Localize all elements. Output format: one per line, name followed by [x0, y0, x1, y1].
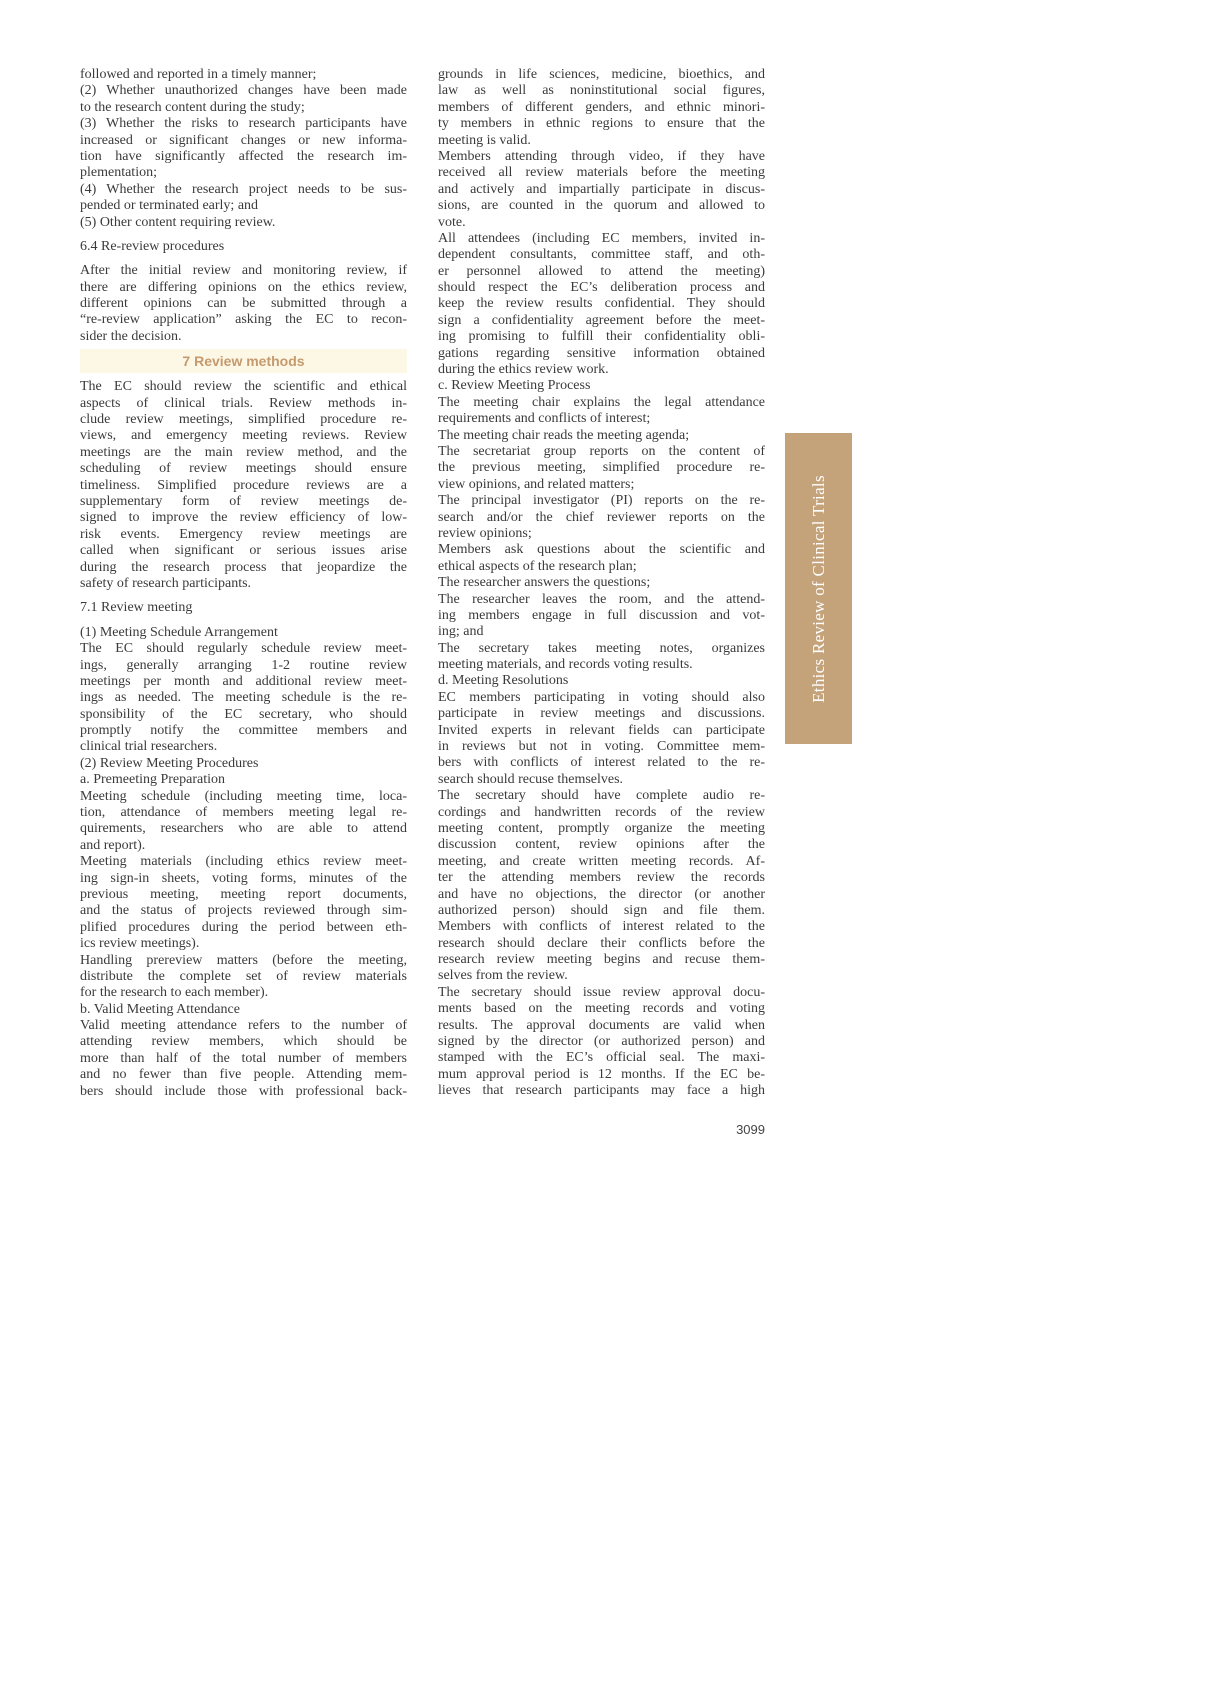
text-line: ethical aspects of the research plan;	[438, 558, 637, 574]
text-line: and no fewer than five people. Attending mem-	[80, 1067, 407, 1083]
text-line: ing promising to fulfill their confidentiality obli-	[438, 329, 765, 345]
text-line: b. Valid Meeting Attendance	[80, 1001, 240, 1017]
text-line: clinical trial researchers.	[80, 739, 218, 755]
text-line: plementation;	[80, 165, 157, 181]
text-line: The meeting chair reads the meeting agenda;	[438, 427, 690, 443]
text-line: there are differing opinions on the ethics review,	[80, 279, 407, 295]
text-line: Handling prereview matters (before the meeting,	[80, 952, 407, 968]
paragraph	[80, 1018, 407, 1100]
text-line: The secretariat group reports on the content of	[438, 443, 765, 459]
text-line: previous meeting, meeting report documents,	[80, 886, 407, 902]
text-line: risk events. Emergency review meetings are	[80, 526, 407, 542]
subsection-heading: 7.1 Review meeting	[80, 600, 193, 616]
text-line: aspects of clinical trials. Review methods in-	[80, 395, 407, 411]
text-line: during the ethics review work.	[438, 362, 609, 378]
text-line: The EC should regularly schedule review meet-	[80, 641, 407, 657]
text-line: All attendees (including EC members, invited in-	[438, 230, 765, 246]
text-line: increased or significant changes or new informa-	[80, 132, 407, 148]
text-line: and report).	[80, 837, 146, 853]
paragraph	[80, 379, 407, 592]
text-line: search and/or the chief reviewer reports on the	[438, 509, 765, 525]
text-line: Invited experts in relevant fields can participate	[438, 722, 765, 738]
paragraph	[438, 493, 765, 542]
text-line: Meeting schedule (including meeting time, loca-	[80, 788, 407, 804]
text-line: called when significant or serious issues arise	[80, 543, 407, 559]
text-line: mum approval period is 12 months. If the EC be-	[438, 1066, 765, 1082]
text-line: vote.	[438, 214, 466, 230]
text-line: (4) Whether the research project needs to be sus-	[80, 181, 407, 197]
paragraph	[80, 772, 407, 788]
text-line: view opinions, and related matters;	[438, 476, 635, 492]
paragraph	[80, 625, 407, 641]
running-section-tab	[785, 433, 852, 744]
text-line: more than half of the total number of members	[80, 1050, 407, 1066]
text-line: er personnel allowed to attend the meeting)	[438, 263, 765, 279]
text-line: meeting content, promptly organize the meeting	[438, 820, 765, 836]
text-line: ics review meetings).	[80, 936, 200, 952]
text-line: The EC should review the scientific and ethical	[80, 379, 407, 395]
text-line: dependent consultants, committee staff, and oth-	[438, 247, 765, 263]
paragraph	[438, 395, 765, 428]
text-line: and actively and impartially participate in discus-	[438, 181, 765, 197]
paragraph	[438, 378, 765, 394]
text-line: research review meeting begins and recuse them-	[438, 952, 765, 968]
text-line: signed to improve the review efficiency of low-	[80, 510, 407, 526]
paragraph	[438, 985, 765, 1100]
paragraph	[80, 953, 407, 1002]
text-line: a. Premeeting Preparation	[80, 772, 226, 788]
text-line: The researcher leaves the room, and the attend-	[438, 591, 765, 607]
paragraph	[80, 182, 407, 215]
paragraph	[438, 575, 765, 591]
paragraph	[438, 592, 765, 641]
text-line: (2) Whether unauthorized changes have been made	[80, 83, 407, 99]
text-line: d. Meeting Resolutions	[438, 673, 569, 689]
text-line: review opinions;	[438, 525, 532, 541]
text-line: The secretary takes meeting notes, organizes	[438, 640, 765, 656]
text-line: meetings per month and additional review meet-	[80, 673, 407, 689]
text-line: selves from the review.	[438, 968, 568, 984]
text-line: Valid meeting attendance refers to the number of	[80, 1018, 407, 1034]
text-line: stamped with the EC’s official seal. The maxi-	[438, 1050, 765, 1066]
text-line: attending review members, which should be	[80, 1034, 407, 1050]
text-line: lieves that research participants may face a high	[438, 1083, 765, 1099]
paragraph	[80, 789, 407, 855]
paragraph	[80, 641, 407, 756]
running-section-label: Ethics Review of Clinical Trials	[808, 474, 828, 703]
text-line: The meeting chair explains the legal attendance	[438, 394, 765, 410]
text-line: scheduling of review meetings should ensure	[80, 461, 407, 477]
text-line: cordings and handwritten records of the review	[438, 804, 765, 820]
text-line: Members with conflicts of interest related to the	[438, 919, 765, 935]
text-line: promptly notify the committee members and	[80, 723, 407, 739]
text-line: meetings are the main review method, and the	[80, 444, 407, 460]
text-line: (2) Review Meeting Procedures	[80, 755, 259, 771]
text-line: clude review meetings, simplified procedure re-	[80, 412, 407, 428]
text-line: received all review materials before the meeting	[438, 165, 765, 181]
text-line: discussion content, review opinions after the	[438, 837, 765, 853]
text-line: should respect the EC’s deliberation process and	[438, 280, 765, 296]
text-line: ing; and	[438, 624, 484, 640]
paragraph	[80, 756, 407, 772]
text-line: After the initial review and monitoring review, if	[80, 263, 407, 279]
text-line: (3) Whether the risks to research participants have	[80, 116, 407, 132]
text-line: plified procedures during the period between eth-	[80, 919, 407, 935]
text-line: The researcher answers the questions;	[438, 575, 651, 591]
text-line: (1) Meeting Schedule Arrangement	[80, 624, 278, 640]
paragraph	[80, 83, 407, 116]
text-line: ter the attending members review the records	[438, 870, 765, 886]
text-line: c. Review Meeting Process	[438, 378, 591, 394]
text-line: signed by the director (or authorized person) and	[438, 1034, 765, 1050]
subsection-heading: 6.4 Re-review procedures	[80, 238, 225, 254]
text-line: requirements and conflicts of interest;	[438, 411, 651, 427]
text-line: the previous meeting, simplified procedure re-	[438, 460, 765, 476]
text-line: members of different genders, and ethnic minori-	[438, 99, 765, 115]
text-line: sider the decision.	[80, 328, 182, 344]
paragraph	[438, 673, 765, 689]
paragraph	[438, 690, 765, 788]
text-line: Members ask questions about the scientific and	[438, 542, 765, 558]
paragraph	[438, 428, 765, 444]
text-line: meeting materials, and records voting results.	[438, 657, 693, 673]
text-line: followed and reported in a timely manner;	[80, 67, 317, 82]
text-line: during the research process that jeopardize the	[80, 559, 407, 575]
left-column	[80, 67, 407, 1100]
text-line: The secretary should have complete audio re-	[438, 788, 765, 804]
paragraph	[80, 215, 407, 231]
text-line: ings, generally arranging 1-2 routine review	[80, 657, 407, 673]
text-line: and the status of projects reviewed through sim-	[80, 903, 407, 919]
text-line: participate in review meetings and discussions.	[438, 706, 765, 722]
paragraph	[438, 542, 765, 575]
text-line: meeting, and create written meeting records. Af-	[438, 853, 765, 869]
text-line: ing sign-in sheets, voting forms, minutes of the	[80, 870, 407, 886]
text-line: Meeting materials (including ethics review meet-	[80, 854, 407, 870]
text-line: for the research to each member).	[80, 985, 269, 1001]
text-line: search should recuse themselves.	[438, 771, 624, 787]
text-line: authorized person) should sign and file them.	[438, 902, 765, 918]
text-line: safety of research participants.	[80, 575, 252, 591]
text-line: grounds in life sciences, medicine, bioethics, and	[438, 67, 765, 82]
text-line: ings as needed. The meeting schedule is the re-	[80, 690, 407, 706]
paragraph	[438, 67, 765, 149]
paragraph	[80, 1002, 407, 1018]
text-line: “re-review application” asking the EC to recon-	[80, 312, 407, 328]
text-line: ing members engage in full discussion and vot-	[438, 607, 765, 623]
paragraph	[80, 263, 407, 345]
text-line: law as well as noninstitutional social figures,	[438, 83, 765, 99]
text-line: keep the review results confidential. They should	[438, 296, 765, 312]
text-line: meeting is valid.	[438, 132, 531, 148]
text-line: gations regarding sensitive information obtained	[438, 345, 765, 361]
text-line: tion, attendance of members meeting legal re-	[80, 805, 407, 821]
text-line: research should declare their conflicts before the	[438, 935, 765, 951]
paragraph	[438, 149, 765, 231]
right-column	[438, 67, 765, 1100]
text-line: quirements, researchers who are able to attend	[80, 821, 407, 837]
text-line: The secretary should issue review approval docu-	[438, 984, 765, 1000]
text-line: ments based on the meeting records and voting	[438, 1001, 765, 1017]
text-line: (5) Other content requiring review.	[80, 214, 276, 230]
text-line: pended or terminated early; and	[80, 198, 259, 214]
paragraph	[438, 788, 765, 985]
text-line: views, and emergency meeting reviews. Review	[80, 428, 407, 444]
text-line: Members attending through video, if they have	[438, 148, 765, 164]
text-line: timeliness. Simplified procedure reviews are a	[80, 477, 407, 493]
text-line: bers with conflicts of interest related to the re-	[438, 755, 765, 771]
text-line: to the research content during the study;	[80, 99, 305, 115]
section-heading: 7 Review methods	[80, 349, 407, 373]
text-line: supplementary form of review meetings de-	[80, 493, 407, 509]
paragraph	[438, 444, 765, 493]
page-number: 3099	[736, 1122, 765, 1137]
text-line: tion have significantly affected the research im-	[80, 148, 407, 164]
text-line: bers should include those with professional back-	[80, 1083, 407, 1099]
paragraph	[438, 641, 765, 674]
paragraph	[80, 854, 407, 952]
text-line: EC members participating in voting should also	[438, 689, 765, 705]
text-line: in reviews but not in voting. Committee mem-	[438, 739, 765, 755]
paragraph	[80, 67, 407, 83]
text-line: sions, are counted in the quorum and allowed to	[438, 198, 765, 214]
paragraph	[80, 116, 407, 182]
text-line: sign a confidentiality agreement before the meet-	[438, 312, 765, 328]
text-line: results. The approval documents are valid when	[438, 1017, 765, 1033]
text-line: different opinions can be submitted through a	[80, 296, 407, 312]
paragraph	[438, 231, 765, 379]
text-line: distribute the complete set of review materials	[80, 968, 407, 984]
text-line: The principal investigator (PI) reports on the re-	[438, 493, 765, 509]
text-line: ty members in ethnic regions to ensure that the	[438, 116, 765, 132]
text-line: sponsibility of the EC secretary, who should	[80, 706, 407, 722]
text-line: and have no objections, the director (or another	[438, 886, 765, 902]
